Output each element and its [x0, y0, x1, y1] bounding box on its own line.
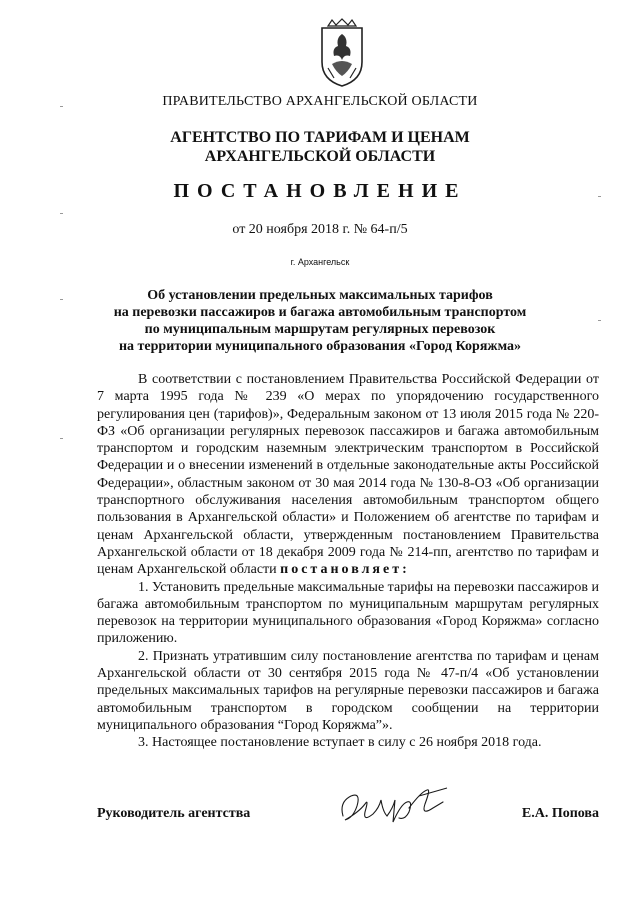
document-subject — [0, 287, 640, 355]
document-date-number: от 20 ноября 2018 г. № 64-п/5 — [232, 222, 408, 237]
coat-of-arms-emblem — [318, 18, 366, 88]
government-title: ПРАВИТЕЛЬСТВО АРХАНГЕЛЬСКОЙ ОБЛАСТИ — [162, 94, 478, 109]
item-2-paragraph: 2. Признать утратившим силу постановление агентства по тарифам и ценам Архангельской области от 30 сентября 2015 года № 47-п/4 «Об установлении предельных максимальных тарифов на регулярные перевозки пассажиров и багажа автомобильным транспортом в городском сообщении на территории муниципального образования “Город Коряжма”». — [97, 648, 599, 733]
scan-mark — [598, 196, 601, 197]
scan-mark — [60, 106, 63, 107]
document-body — [97, 371, 599, 752]
subject-line: на территории муниципального образования «Город Коряжма» — [118, 339, 522, 354]
resolves-keyword: постановляет: — [280, 562, 410, 578]
scan-mark — [60, 299, 63, 300]
subject-line: Об установлении предельных максимальных тарифов — [147, 288, 493, 303]
city-label: г. Архангельск — [290, 257, 350, 267]
agency-title — [0, 128, 640, 166]
agency-title-line1: АГЕНТСТВО ПО ТАРИФАМ И ЦЕНАМ — [170, 129, 470, 146]
item-1-paragraph: 1. Установить предельные максимальные тарифы на перевозки пассажиров и багажа автомобильным транспортом по муниципальным маршрутам регулярных перевозок на территории муниципального образования «Город Коряжма» согласно приложению. — [97, 579, 599, 647]
agency-title-line2: АРХАНГЕЛЬСКОЙ ОБЛАСТИ — [204, 148, 436, 165]
item-3-paragraph: 3. Настоящее постановление вступает в силу с 26 ноября 2018 года. — [138, 735, 542, 751]
preamble-text: В соответствии с постановлением Правительства Российской Федерации от 7 марта 1995 года № 239 «О мерах по упорядочению государственного регулирования цен (тарифов)», Федеральным законом от 13 июля 2015 года № 220-ФЗ «Об организации регулярных перевозок пассажиров и багажа автомобильным транспортом и городским наземным электрическим транспортом в Российской Федерации и о внесении изменений в отдельные законодательные акты Российской Федерации», областным законом от 30 мая 2014 года № 130-8-ОЗ «Об организации транспортного обслуживания населения автомобильным транспортом общего пользования в Архангельской области» и Положением об агентстве по тарифам и ценам Архангельской области, утвержденным постановлением Правительства Архангельской области от 18 декабря 2009 года № 214-пп, агентство по тарифам и ценам Архангельской области — [97, 372, 599, 578]
preamble-paragraph — [97, 371, 599, 579]
signatory-title: Руководитель агентства — [97, 806, 251, 821]
subject-line: на перевозки пассажиров и багажа автомобильным транспортом — [113, 305, 527, 320]
signatory-name: Е.А. Попова — [521, 806, 599, 821]
scan-mark — [60, 438, 63, 439]
scan-mark — [598, 320, 601, 321]
subject-line: по муниципальным маршрутам регулярных перевозок — [144, 322, 496, 337]
handwritten-signature — [335, 782, 455, 832]
scan-mark — [60, 213, 63, 214]
document-type-heading: ПОСТАНОВЛЕНИЕ — [173, 180, 467, 202]
